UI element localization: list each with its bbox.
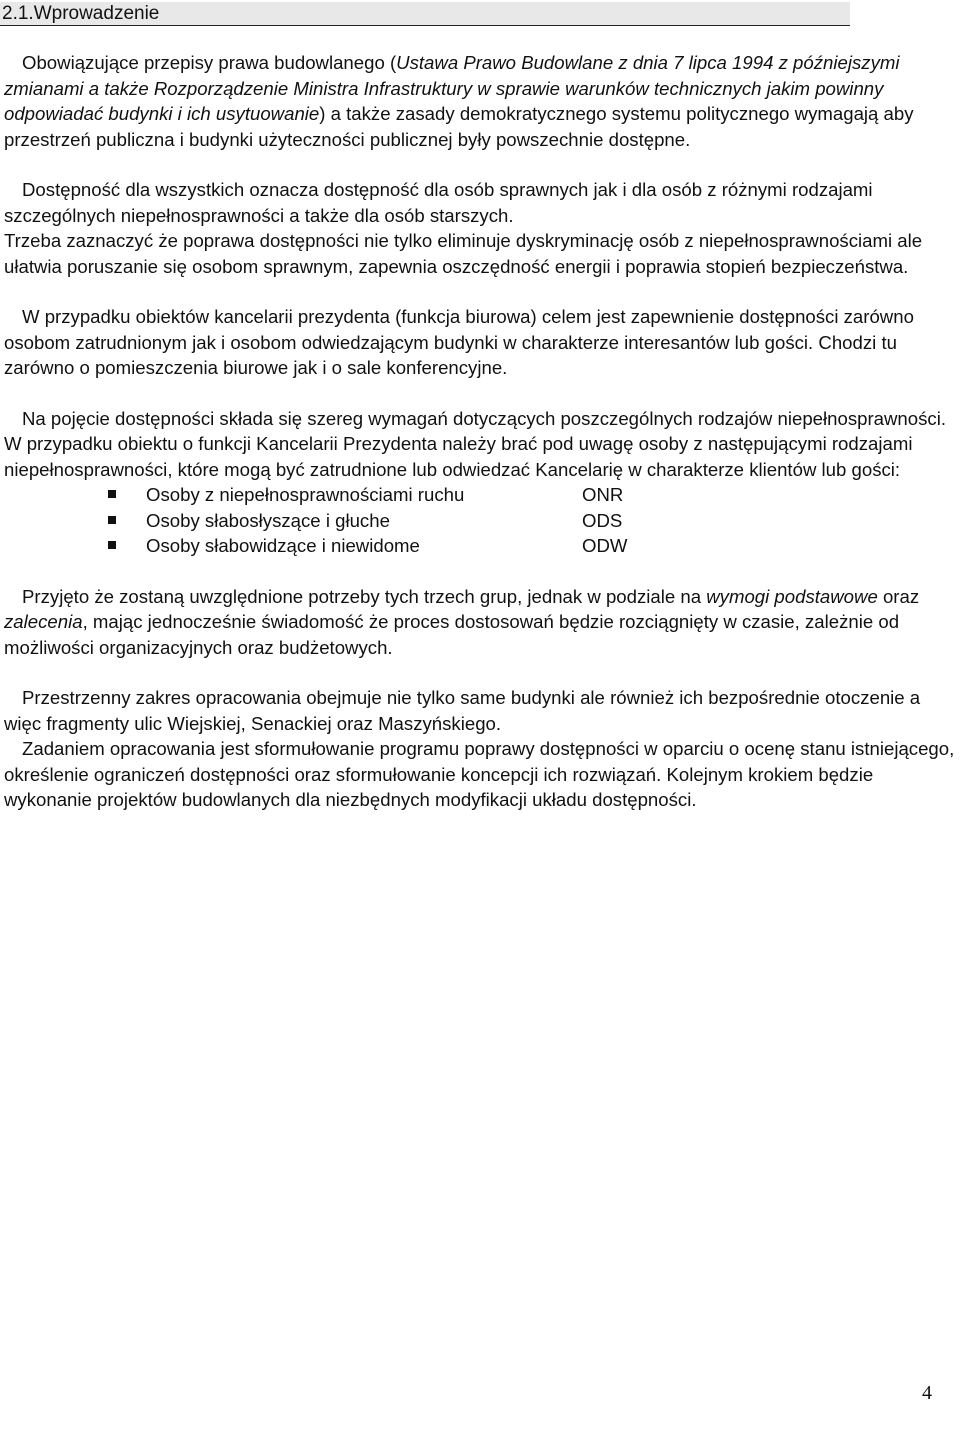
paragraph-legal-basis: Obowiązujące przepisy prawa budowlanego (Ustawa Prawo Budowlane z dnia 7 lipca 1994 z późniejszymi zmianami a także Rozporządzenie Ministra Infrastruktury w sprawie warunków technicznych jakim powinny odpowiadać budynki i ich usytuowanie) a także zasady demokratycznego systemu politycznego wymagają aby przestrzeń publiczna i budynki użyteczności publicznej były powszechnie dostępne. bbox=[4, 52, 914, 150]
page-number: 4 bbox=[922, 1382, 932, 1404]
section-heading: 2.1.Wprowadzenie bbox=[0, 2, 850, 26]
document-body bbox=[4, 50, 956, 813]
list-item bbox=[4, 508, 956, 534]
square-bullet-icon bbox=[108, 490, 116, 498]
list-item bbox=[4, 533, 956, 559]
square-bullet-icon bbox=[108, 541, 116, 549]
disability-group-list bbox=[4, 482, 956, 559]
paragraph-accessibility-definition: Dostępność dla wszystkich oznacza dostępność dla osób sprawnych jak i dla osób z różnymi rodzajami szczególnych niepełnosprawności a także dla osób starszych. bbox=[4, 179, 873, 226]
paragraph-accessibility-benefits: Trzeba zaznaczyć że poprawa dostępności nie tylko eliminuje dyskryminację osób z niepełnosprawnościami ale ułatwia poruszanie się osobom sprawnym, zapewnia oszczędność energii i poprawia stopień bezpieczeństwa. bbox=[4, 230, 923, 277]
group-label: Osoby z niepełnosprawnościami ruchu bbox=[146, 484, 465, 505]
paragraph-requirements: Przyjęto że zostaną uwzględnione potrzeby tych trzech grup, jednak w podziale na wymogi podstawowe oraz zalecenia, mając jednocześnie świadomość że proces dostosowań będzie rozciągnięty w czasie, zależnie od możliwości organizacyjnych oraz budżetowych. bbox=[4, 585, 920, 658]
group-code: ODW bbox=[582, 535, 628, 556]
group-label: Osoby słabowidzące i niewidome bbox=[146, 535, 420, 556]
group-code: ODS bbox=[582, 509, 623, 531]
square-bullet-icon bbox=[108, 516, 116, 524]
paragraph-disability-types: Na pojęcie dostępności składa się szereg wymagań dotyczących poszczególnych rodzajów niepełnosprawności. W przypadku obiektu o funkcji Kancelarii Prezydenta należy brać pod uwagę osoby z następującymi rodzajami niepełnosprawności, które mogą być zatrudnione lub odwiedzać Kancelarię w charakterze klientów lub gości: bbox=[4, 407, 946, 480]
paragraph-office-scope: W przypadku obiektów kancelarii prezydenta (funkcja biurowa) celem jest zapewnienie dostępności zarówno osobom zatrudnionym jak i osobom odwiedzającym budynki w charakterze interesantów lub gości. Chodzi tu zarówno o pomieszczenia biurowe jak i o sale konferencyjne. bbox=[4, 306, 914, 378]
paragraph-objectives: Zadaniem opracowania jest sformułowanie programu poprawy dostępności w oparciu o ocenę stanu istniejącego, określenie ograniczeń dostępności oraz sformułowanie koncepcji ich rozwiązań. Kolejnym krokiem będzie wykonanie projektów budowlanych dla niezbędnych modyfikacji układu dostępności. bbox=[4, 738, 955, 810]
group-label: Osoby słabosłyszące i głuche bbox=[146, 509, 390, 531]
legal-reference: Ustawa Prawo Budowlane z dnia 7 lipca 1994 z późniejszymi zmianami a także Rozporządzenie Ministra Infrastruktury w sprawie warunków technicznych jakim powinny odpowiadać budynki i ich usytuowanie bbox=[4, 52, 900, 124]
paragraph-spatial-scope: Przestrzenny zakres opracowania obejmuje nie tylko same budynki ale również ich bezpośrednie otoczenie a więc fragmenty ulic Wiejskiej, Senackiej oraz Maszyńskiego. bbox=[4, 687, 921, 734]
list-item bbox=[4, 482, 956, 508]
group-code: ONR bbox=[582, 484, 624, 505]
